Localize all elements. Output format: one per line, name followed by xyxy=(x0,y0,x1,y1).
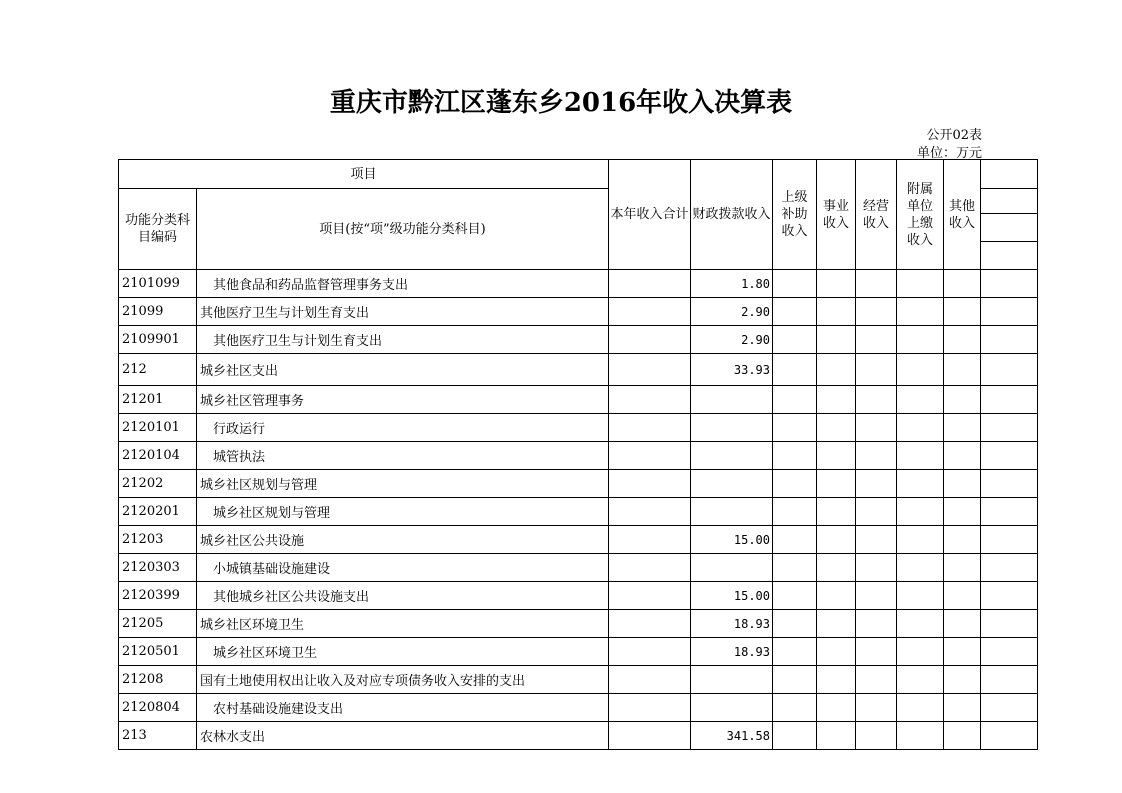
row-name: 农林水支出 xyxy=(197,722,609,750)
row-code: 21203 xyxy=(119,526,197,554)
row-affiliated xyxy=(897,386,944,414)
header-code-label: 功能分类科目编码 xyxy=(125,213,191,245)
row-business xyxy=(817,470,856,498)
row-affiliated xyxy=(897,638,944,666)
row-business xyxy=(817,498,856,526)
row-fiscal xyxy=(691,470,773,498)
row-extra xyxy=(981,354,1038,386)
row-name: 城管执法 xyxy=(197,442,609,470)
row-name: 其他医疗卫生与计划生育支出 xyxy=(197,326,609,354)
row-other xyxy=(944,414,981,442)
table-row xyxy=(119,582,1038,610)
row-operation xyxy=(856,610,897,638)
row-total xyxy=(609,498,691,526)
row-other xyxy=(944,610,981,638)
row-code: 2101099 xyxy=(119,270,197,298)
row-affiliated xyxy=(897,354,944,386)
header-extra-2 xyxy=(981,189,1038,270)
row-other xyxy=(944,326,981,354)
row-subsidy xyxy=(773,386,817,414)
row-name: 城乡社区支出 xyxy=(197,354,609,386)
header-operation-label: 经营收入 xyxy=(862,198,889,231)
row-fiscal: 1.80 xyxy=(691,270,773,298)
row-business xyxy=(817,554,856,582)
table-row xyxy=(119,442,1038,470)
row-subsidy xyxy=(773,526,817,554)
row-extra xyxy=(981,326,1038,354)
row-affiliated xyxy=(897,582,944,610)
row-operation xyxy=(856,666,897,694)
table-row xyxy=(119,638,1038,666)
row-name: 其他城乡社区公共设施支出 xyxy=(197,582,609,610)
row-other xyxy=(944,470,981,498)
row-name: 城乡社区规划与管理 xyxy=(197,498,609,526)
row-name: 城乡社区管理事务 xyxy=(197,386,609,414)
row-affiliated xyxy=(897,442,944,470)
row-extra xyxy=(981,526,1038,554)
row-business xyxy=(817,442,856,470)
row-other xyxy=(944,582,981,610)
row-subsidy xyxy=(773,582,817,610)
row-extra xyxy=(981,722,1038,750)
row-affiliated xyxy=(897,298,944,326)
row-business xyxy=(817,414,856,442)
row-fiscal xyxy=(691,666,773,694)
row-total xyxy=(609,354,691,386)
row-fiscal xyxy=(691,694,773,722)
row-name: 城乡社区规划与管理 xyxy=(197,470,609,498)
row-total xyxy=(609,326,691,354)
row-business xyxy=(817,694,856,722)
row-affiliated xyxy=(897,610,944,638)
row-name: 行政运行 xyxy=(197,414,609,442)
row-affiliated xyxy=(897,722,944,750)
row-business xyxy=(817,386,856,414)
row-subsidy xyxy=(773,270,817,298)
table-row xyxy=(119,414,1038,442)
row-fiscal: 18.93 xyxy=(691,610,773,638)
table-row xyxy=(119,270,1038,298)
header-extra-1 xyxy=(981,160,1038,189)
row-other xyxy=(944,298,981,326)
row-code: 21202 xyxy=(119,470,197,498)
row-fiscal: 2.90 xyxy=(691,298,773,326)
row-fiscal: 33.93 xyxy=(691,354,773,386)
header-business xyxy=(817,160,856,270)
row-operation xyxy=(856,526,897,554)
table-row xyxy=(119,498,1038,526)
row-other xyxy=(944,498,981,526)
table-code: 公开02表 xyxy=(926,128,982,143)
row-fiscal xyxy=(691,442,773,470)
row-code: 2120501 xyxy=(119,638,197,666)
row-total xyxy=(609,386,691,414)
header-subsidy xyxy=(773,160,817,270)
row-affiliated xyxy=(897,470,944,498)
header-fiscal-label: 财政拨款收入 xyxy=(692,207,771,222)
row-code: 21201 xyxy=(119,386,197,414)
table-row xyxy=(119,298,1038,326)
table-row xyxy=(119,526,1038,554)
row-fiscal: 2.90 xyxy=(691,326,773,354)
row-operation xyxy=(856,442,897,470)
header-fiscal xyxy=(691,160,773,270)
row-business xyxy=(817,722,856,750)
row-business xyxy=(817,354,856,386)
header-affiliated xyxy=(897,160,944,270)
row-subsidy xyxy=(773,666,817,694)
row-subsidy xyxy=(773,638,817,666)
header-affiliated-label: 附属单位上缴收入 xyxy=(906,181,933,248)
row-other xyxy=(944,442,981,470)
row-subsidy xyxy=(773,326,817,354)
row-extra xyxy=(981,694,1038,722)
row-subsidy xyxy=(773,298,817,326)
row-total xyxy=(609,722,691,750)
row-subsidy xyxy=(773,498,817,526)
row-other xyxy=(944,722,981,750)
row-operation xyxy=(856,470,897,498)
row-subsidy xyxy=(773,554,817,582)
row-total xyxy=(609,442,691,470)
row-extra xyxy=(981,414,1038,442)
row-subsidy xyxy=(773,414,817,442)
row-affiliated xyxy=(897,526,944,554)
row-total xyxy=(609,298,691,326)
row-code: 2120804 xyxy=(119,694,197,722)
table-row xyxy=(119,386,1038,414)
header-operation xyxy=(856,160,897,270)
row-business xyxy=(817,638,856,666)
page-title: 重庆市黔江区蓬东乡2016年收入决算表 xyxy=(329,88,793,118)
row-name: 城乡社区公共设施 xyxy=(197,526,609,554)
row-operation xyxy=(856,694,897,722)
header-other-label: 其他收入 xyxy=(948,198,975,231)
row-subsidy xyxy=(773,442,817,470)
row-extra xyxy=(981,554,1038,582)
row-fiscal: 15.00 xyxy=(691,526,773,554)
row-code: 2120201 xyxy=(119,498,197,526)
row-business xyxy=(817,326,856,354)
row-subsidy xyxy=(773,610,817,638)
row-code: 21099 xyxy=(119,298,197,326)
table-row xyxy=(119,666,1038,694)
header-item: 项目 xyxy=(119,160,609,189)
row-total xyxy=(609,526,691,554)
row-fiscal xyxy=(691,414,773,442)
row-fiscal: 341.58 xyxy=(691,722,773,750)
row-affiliated xyxy=(897,270,944,298)
row-operation xyxy=(856,298,897,326)
unit-label: 单位：万元 xyxy=(916,146,982,161)
row-subsidy xyxy=(773,722,817,750)
row-business xyxy=(817,526,856,554)
row-code: 2120104 xyxy=(119,442,197,470)
row-fiscal xyxy=(691,498,773,526)
row-extra xyxy=(981,582,1038,610)
row-fiscal: 18.93 xyxy=(691,638,773,666)
row-name: 小城镇基础设施建设 xyxy=(197,554,609,582)
row-other xyxy=(944,270,981,298)
row-other xyxy=(944,666,981,694)
row-business xyxy=(817,610,856,638)
row-name: 城乡社区环境卫生 xyxy=(197,610,609,638)
row-code: 2109901 xyxy=(119,326,197,354)
row-affiliated xyxy=(897,666,944,694)
row-affiliated xyxy=(897,414,944,442)
row-operation xyxy=(856,414,897,442)
row-total xyxy=(609,414,691,442)
row-total xyxy=(609,694,691,722)
row-other xyxy=(944,694,981,722)
row-extra xyxy=(981,498,1038,526)
row-other xyxy=(944,554,981,582)
row-other xyxy=(944,386,981,414)
row-operation xyxy=(856,270,897,298)
row-code: 2120399 xyxy=(119,582,197,610)
table-row xyxy=(119,610,1038,638)
header-subsidy-label: 上级补助收入 xyxy=(781,190,808,239)
table-row xyxy=(119,722,1038,750)
row-operation xyxy=(856,326,897,354)
row-business xyxy=(817,270,856,298)
row-affiliated xyxy=(897,694,944,722)
table-row xyxy=(119,470,1038,498)
row-operation xyxy=(856,638,897,666)
row-business xyxy=(817,298,856,326)
row-code: 2120303 xyxy=(119,554,197,582)
row-fiscal: 15.00 xyxy=(691,582,773,610)
table-row xyxy=(119,694,1038,722)
row-operation xyxy=(856,386,897,414)
row-total xyxy=(609,582,691,610)
row-total xyxy=(609,666,691,694)
row-extra xyxy=(981,666,1038,694)
row-affiliated xyxy=(897,554,944,582)
row-subsidy xyxy=(773,470,817,498)
row-extra xyxy=(981,470,1038,498)
row-affiliated xyxy=(897,326,944,354)
row-extra xyxy=(981,298,1038,326)
row-name: 其他医疗卫生与计划生育支出 xyxy=(197,298,609,326)
row-operation xyxy=(856,554,897,582)
row-operation xyxy=(856,582,897,610)
row-affiliated xyxy=(897,498,944,526)
row-total xyxy=(609,610,691,638)
header-business-label: 事业收入 xyxy=(822,198,849,231)
row-code: 212 xyxy=(119,354,197,386)
row-operation xyxy=(856,722,897,750)
table-row xyxy=(119,554,1038,582)
row-code: 213 xyxy=(119,722,197,750)
row-other xyxy=(944,638,981,666)
row-subsidy xyxy=(773,694,817,722)
row-business xyxy=(817,666,856,694)
row-total xyxy=(609,270,691,298)
header-total-label: 本年收入合计 xyxy=(610,207,689,222)
row-name: 其他食品和药品监督管理事务支出 xyxy=(197,270,609,298)
row-business xyxy=(817,582,856,610)
row-fiscal xyxy=(691,554,773,582)
row-code: 2120101 xyxy=(119,414,197,442)
row-extra xyxy=(981,386,1038,414)
row-extra xyxy=(981,610,1038,638)
header-name: 项目(按“项”级功能分类科目) xyxy=(197,189,609,270)
row-other xyxy=(944,354,981,386)
row-extra xyxy=(981,442,1038,470)
header-total xyxy=(609,160,691,270)
table-row xyxy=(119,354,1038,386)
row-code: 21208 xyxy=(119,666,197,694)
row-subsidy xyxy=(773,354,817,386)
row-fiscal xyxy=(691,386,773,414)
row-name: 国有土地使用权出让收入及对应专项债务收入安排的支出 xyxy=(197,666,609,694)
row-total xyxy=(609,638,691,666)
revenue-table xyxy=(118,159,1038,750)
row-total xyxy=(609,470,691,498)
row-other xyxy=(944,526,981,554)
row-operation xyxy=(856,354,897,386)
row-extra xyxy=(981,270,1038,298)
row-name: 城乡社区环境卫生 xyxy=(197,638,609,666)
header-code xyxy=(119,189,197,270)
row-operation xyxy=(856,498,897,526)
row-total xyxy=(609,554,691,582)
row-name: 农村基础设施建设支出 xyxy=(197,694,609,722)
header-other xyxy=(944,160,981,270)
table-row xyxy=(119,326,1038,354)
row-extra xyxy=(981,638,1038,666)
row-code: 21205 xyxy=(119,610,197,638)
